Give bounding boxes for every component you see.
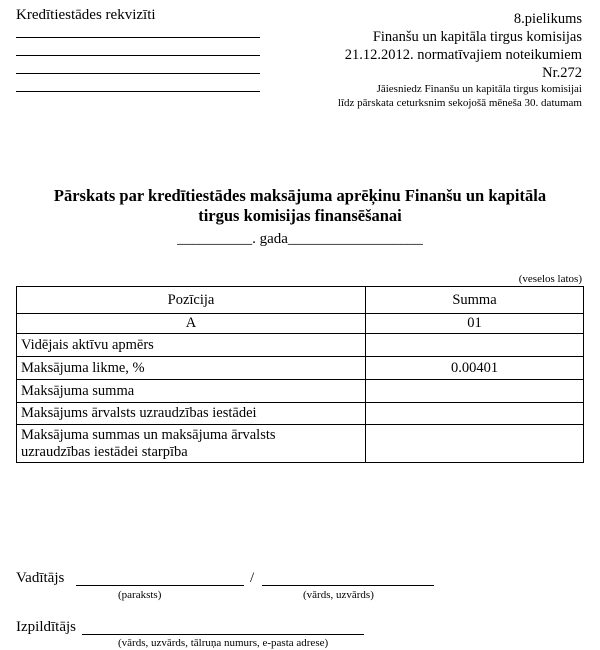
code-position: A [17,314,366,334]
requisites-label: Kredītiestādes rekvizīti [16,7,156,23]
appendix-header [338,10,582,110]
payment-table [16,286,584,463]
table-row [17,425,584,463]
head-name-line[interactable] [262,585,434,586]
row-position: Vidējais aktīvu apmērs [17,334,366,357]
submission-note-2: līdz pārskata ceturksnim sekojošā mēneša 30. datumam [337,97,582,109]
table-code-row [17,314,584,334]
signature-separator: / [250,570,255,586]
row-position [17,425,366,463]
executor-line[interactable] [82,634,364,635]
row-amount[interactable] [366,425,584,463]
table-header-row [17,287,584,314]
row-amount[interactable] [366,403,584,425]
row-position-line-2: uzraudzības iestādei starpība [21,443,188,460]
table-row [17,357,584,380]
report-title [0,186,600,226]
requisites-line-4 [16,91,260,92]
appendix-number: 8.pielikums [513,11,582,27]
requisites-line-3 [16,73,260,74]
period-blank-1[interactable]: __________ [177,231,253,247]
appendix-line-2: 21.12.2012. normatīvajiem noteikumiem [344,47,582,63]
table-row [17,334,584,357]
row-amount[interactable]: 0.00401 [366,357,584,380]
head-signature-line[interactable] [76,585,244,586]
name-caption: (vārds, uzvārds) [303,589,374,601]
report-period [0,231,600,248]
report-title-line-1: Pārskats par kredītiestādes maksājuma aprēķinu Finanšu un kapitāla [53,186,547,205]
table-row [17,380,584,403]
row-position: Maksājuma likme, % [17,357,366,380]
executor-caption: (vārds, uzvārds, tālruņa numurs, e-pasta adrese) [118,637,329,649]
submission-note-1: Jāiesniedz Finanšu un kapitāla tirgus komisijai [376,83,582,95]
appendix-line-1: Finanšu un kapitāla tirgus komisijas [372,29,582,45]
row-amount[interactable] [366,380,584,403]
code-amount: 01 [366,314,584,334]
executor-label: Izpildītājs [16,619,76,635]
row-position-line-1: Maksājuma summas un maksājuma ārvalsts [21,426,276,443]
regulation-number: Nr.272 [542,65,582,81]
head-label: Vadītājs [16,570,65,586]
period-label: . gada [252,231,288,247]
period-blank-2[interactable]: __________________ [287,231,423,247]
row-position: Maksājuma summa [17,380,366,403]
row-amount[interactable] [366,334,584,357]
row-position: Maksājums ārvalsts uzraudzības iestādei [17,403,366,425]
header-amount: Summa [366,287,584,314]
report-title-line-2: tirgus komisijas finansēšanai [198,206,402,225]
header-position: Pozīcija [17,287,366,314]
table-row [17,403,584,425]
units-note: (veselos latos) [518,273,582,285]
signature-caption: (paraksts) [118,589,162,601]
requisites-line-1 [16,37,260,38]
requisites-line-2 [16,55,260,56]
